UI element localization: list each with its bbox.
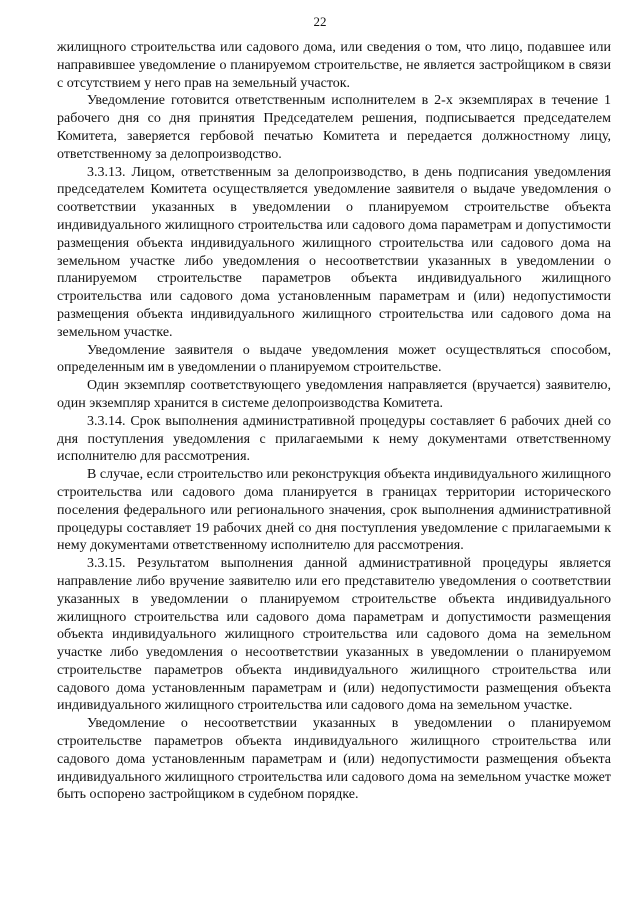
page-number: 22 xyxy=(313,14,327,29)
paragraph-3-3-15: 3.3.15. Результатом выполнения данной административной процедуры является направление либо вручение заявителю или его представителю уведомления о соответствии указанных в уведомлении о планируемом строительстве объекта индивидуального жилищного строительства или садового дома параметрам и допустимости размещения объекта индивидуального жилищного строительства или садового дома на земельном участке либо уведомления о несоответствии указанных в уведомлении о планируемом строительстве параметров объекта индивидуального жилищного строительства или садового дома установленным параметрам и (или) недопустимости размещения объекта индивидуального жилищного строительства или садового дома на земельном участке. xyxy=(57,556,611,714)
paragraph-3-3-14: 3.3.14. Срок выполнения административной процедуры составляет 6 рабочих дней со дня поступления уведомления с прилагаемыми к нему документами ответственному исполнителю для рассмотрения. xyxy=(57,413,611,465)
paragraph-notification-method: Уведомление заявителя о выдаче уведомления может осуществляться способом, определенным им в уведомлении о планируемом строительстве. xyxy=(57,342,611,376)
document-body xyxy=(57,39,611,804)
paragraph-court-appeal: Уведомление о несоответствии указанных в уведомлении о планируемом строительстве параметров объекта индивидуального жилищного строительства или садового дома установленным параметрам и (или) недопустимости размещения объекта индивидуального жилищного строительства или садового дома на земельном участке может быть оспорено застройщиком в судебном порядке. xyxy=(57,716,611,803)
paragraph-3-3-13: 3.3.13. Лицом, ответственным за делопроизводство, в день подписания уведомления председателем Комитета осуществляется уведомление заявителя о выдаче уведомления о соответствии указанных в уведомлении о планируемом строительстве объекта индивидуального жилищного строительства или садового дома параметрам и допустимости размещения объекта индивидуального жилищного строительства или садового дома на земельном участке либо уведомления о несоответствии указанных в уведомлении о планируемом строительстве параметров объекта индивидуального жилищного строительства или садового дома установленным параметрам и (или) недопустимости размещения объекта индивидуального жилищного строительства или садового дома на земельном участке. xyxy=(57,164,611,340)
paragraph-continuation: жилищного строительства или садового дома, или сведения о том, что лицо, подавшее или направившее уведомление о планируемом строительстве, не является застройщиком в связи с отсутствием у него прав на земельный участок. xyxy=(57,40,611,91)
paragraph-copies: Один экземпляр соответствующего уведомления направляется (вручается) заявителю, один экземпляр хранится в системе делопроизводства Комитета. xyxy=(57,378,611,411)
paragraph-historical-settlement: В случае, если строительство или реконструкция объекта индивидуального жилищного строительства или садового дома планируется в границах территории исторического поселения федерального или регионального значения, срок выполнения административной процедуры составляет 19 рабочих дней со дня поступления уведомление с прилагаемыми к нему документами ответственному исполнителю для рассмотрения. xyxy=(57,467,611,554)
paragraph-notice-preparation: Уведомление готовится ответственным исполнителем в 2-х экземплярах в течение 1 рабочего дня со дня принятия Председателем решения, подписывается председателем Комитета, заверяется гербовой печатью Комитета и передается должностному лицу, ответственному за делопроизводство. xyxy=(57,93,611,162)
